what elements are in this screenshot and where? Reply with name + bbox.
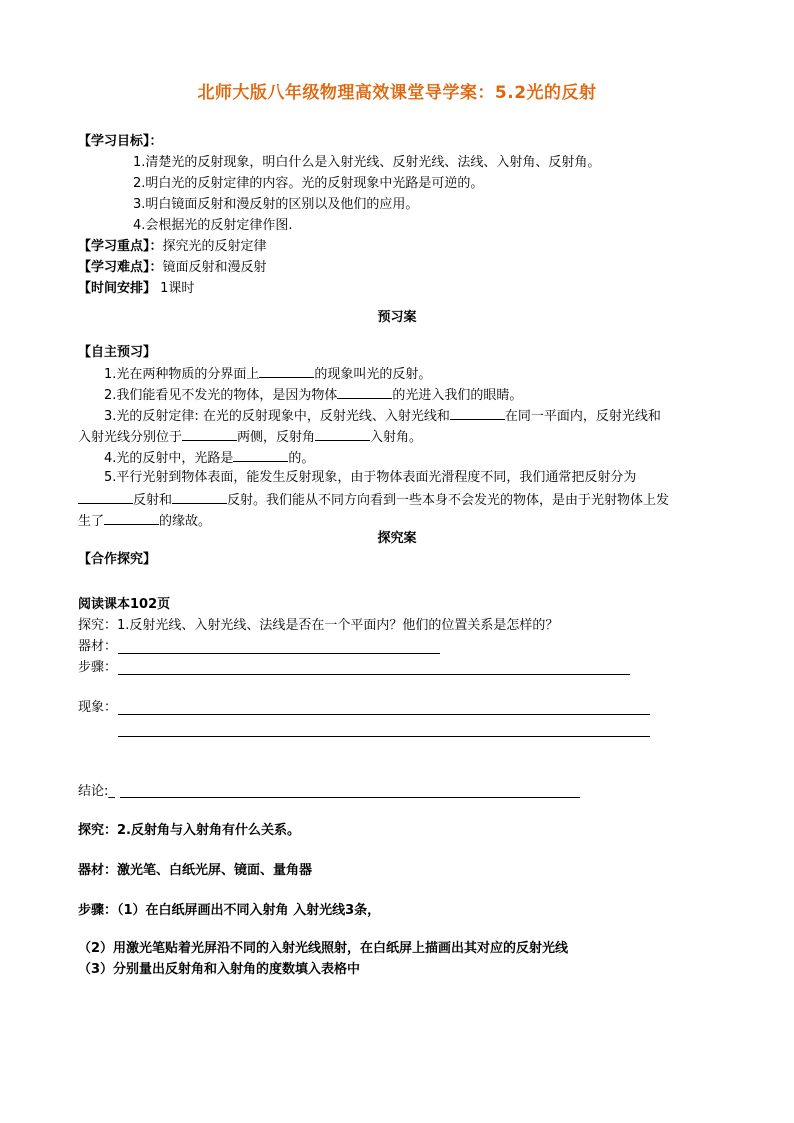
explore-question-1: 探究：1.反射光线、入射光线、法线是否在一个平面内？他们的位置关系是怎样的？: [78, 618, 559, 633]
fill-blank[interactable]: [78, 490, 133, 504]
phenomenon-label: 现象：: [78, 700, 118, 715]
fill-blank[interactable]: [233, 448, 288, 462]
question-text: 4.光的反射中，光路是: [104, 451, 234, 466]
document-title: 北师大版八年级物理高效课堂导学案：5.2光的反射: [197, 83, 597, 103]
step-1: 步骤：（1）在白纸屏画出不同入射角 入射光线3条，: [78, 903, 381, 918]
preview-question-1: [104, 364, 431, 384]
difficulty-row: [78, 259, 267, 277]
fill-blank[interactable]: [450, 406, 505, 420]
reading-instruction: 阅读课本102页: [78, 597, 171, 612]
step-2: （2）用激光笔贴着光屏沿不同的入射光线照射，在白纸屏上描画出其对应的反射光线: [78, 941, 569, 956]
question-text: 的缘故。: [159, 514, 212, 529]
question-text: 两侧，反射角: [237, 430, 316, 445]
difficulty-label: 【学习难点】：: [78, 260, 163, 275]
steps-label: 步骤：: [78, 660, 118, 675]
question-text: 生了: [78, 514, 105, 529]
equipment-label: 器材：: [78, 639, 118, 654]
step-3: （3）分别量出反射角和入射角的度数填入表格中: [78, 962, 361, 977]
goal-item: 2.明白光的反射定律的内容。光的反射现象中光路是可逆的。: [133, 176, 484, 191]
question-text: 反射和: [133, 493, 173, 508]
fill-blank[interactable]: [172, 490, 227, 504]
explore-question-2: 探究：2.反射角与入射角有什么关系。: [78, 823, 300, 838]
conclusion-answer-line[interactable]: [120, 797, 580, 798]
time-text: 1课时: [156, 281, 195, 296]
question-text: 在同一平面内，反射光线和: [504, 409, 661, 424]
question-text: 的。: [288, 451, 315, 466]
preview-question-2: [104, 385, 522, 405]
conclusion-label: 结论:_: [78, 784, 115, 799]
preview-question-3: [104, 406, 661, 426]
fill-blank[interactable]: [315, 427, 370, 441]
equipment-answer-line[interactable]: [118, 653, 440, 654]
goal-item: 3.明白镜面反射和漫反射的区别以及他们的应用。: [133, 197, 419, 212]
explore-section-title: 探究案: [377, 531, 417, 546]
explore-label: 【合作探究】: [78, 552, 157, 567]
preview-question-3-cont: [78, 427, 422, 447]
fill-blank[interactable]: [259, 364, 314, 378]
preview-question-5-end: [78, 511, 211, 531]
question-text: 入射角。: [370, 430, 423, 445]
goal-item: 4.会根据光的反射定律作图.: [133, 218, 293, 233]
time-label: 【时间安排】: [78, 281, 157, 296]
fill-blank[interactable]: [182, 427, 237, 441]
preview-question-4: [104, 448, 314, 468]
question-text: 2.我们能看见不发光的物体，是因为物体: [104, 388, 338, 403]
preview-question-5-cont: [78, 490, 669, 510]
goals-label: 【学习目标】：: [78, 134, 163, 149]
steps-answer-line[interactable]: [118, 674, 630, 675]
question-text: 的光进入我们的眼睛。: [392, 388, 523, 403]
goal-item: 1.清楚光的反射现象，明白什么是入射光线、反射光线、法线、入射角、反射角。: [133, 155, 601, 170]
equipment-list: 器材：激光笔、白纸光屏、镜面、量角器: [78, 863, 313, 878]
question-text: 的现象叫光的反射。: [314, 367, 432, 382]
time-row: [78, 280, 194, 298]
preview-section-title: 预习案: [377, 310, 417, 325]
key-point-label: 【学习重点】：: [78, 239, 163, 254]
question-text: 1.光在两种物质的分界面上: [104, 367, 260, 382]
question-text: 入射光线分别位于: [78, 430, 183, 445]
fill-blank[interactable]: [337, 385, 392, 399]
question-text: 反射。我们能从不同方向看到一些本身不会发光的物体，是由于光射物体上发: [227, 493, 670, 508]
fill-blank[interactable]: [104, 511, 159, 525]
key-point-row: [78, 238, 267, 256]
preview-label: 【自主预习】: [78, 345, 157, 360]
phenomenon-answer-line[interactable]: [118, 736, 650, 737]
phenomenon-answer-line[interactable]: [118, 714, 650, 715]
question-text: 5.平行光射到物体表面，能发生反射现象，由于物体表面光滑程度不同，我们通常把反射分为: [104, 470, 637, 485]
difficulty-text: 镜面反射和漫反射: [162, 260, 267, 275]
question-text: 3.光的反射定律: 在光的反射现象中，反射光线、入射光线和: [104, 409, 450, 424]
key-point-text: 探究光的反射定律: [162, 239, 267, 254]
preview-question-5: [104, 469, 636, 487]
